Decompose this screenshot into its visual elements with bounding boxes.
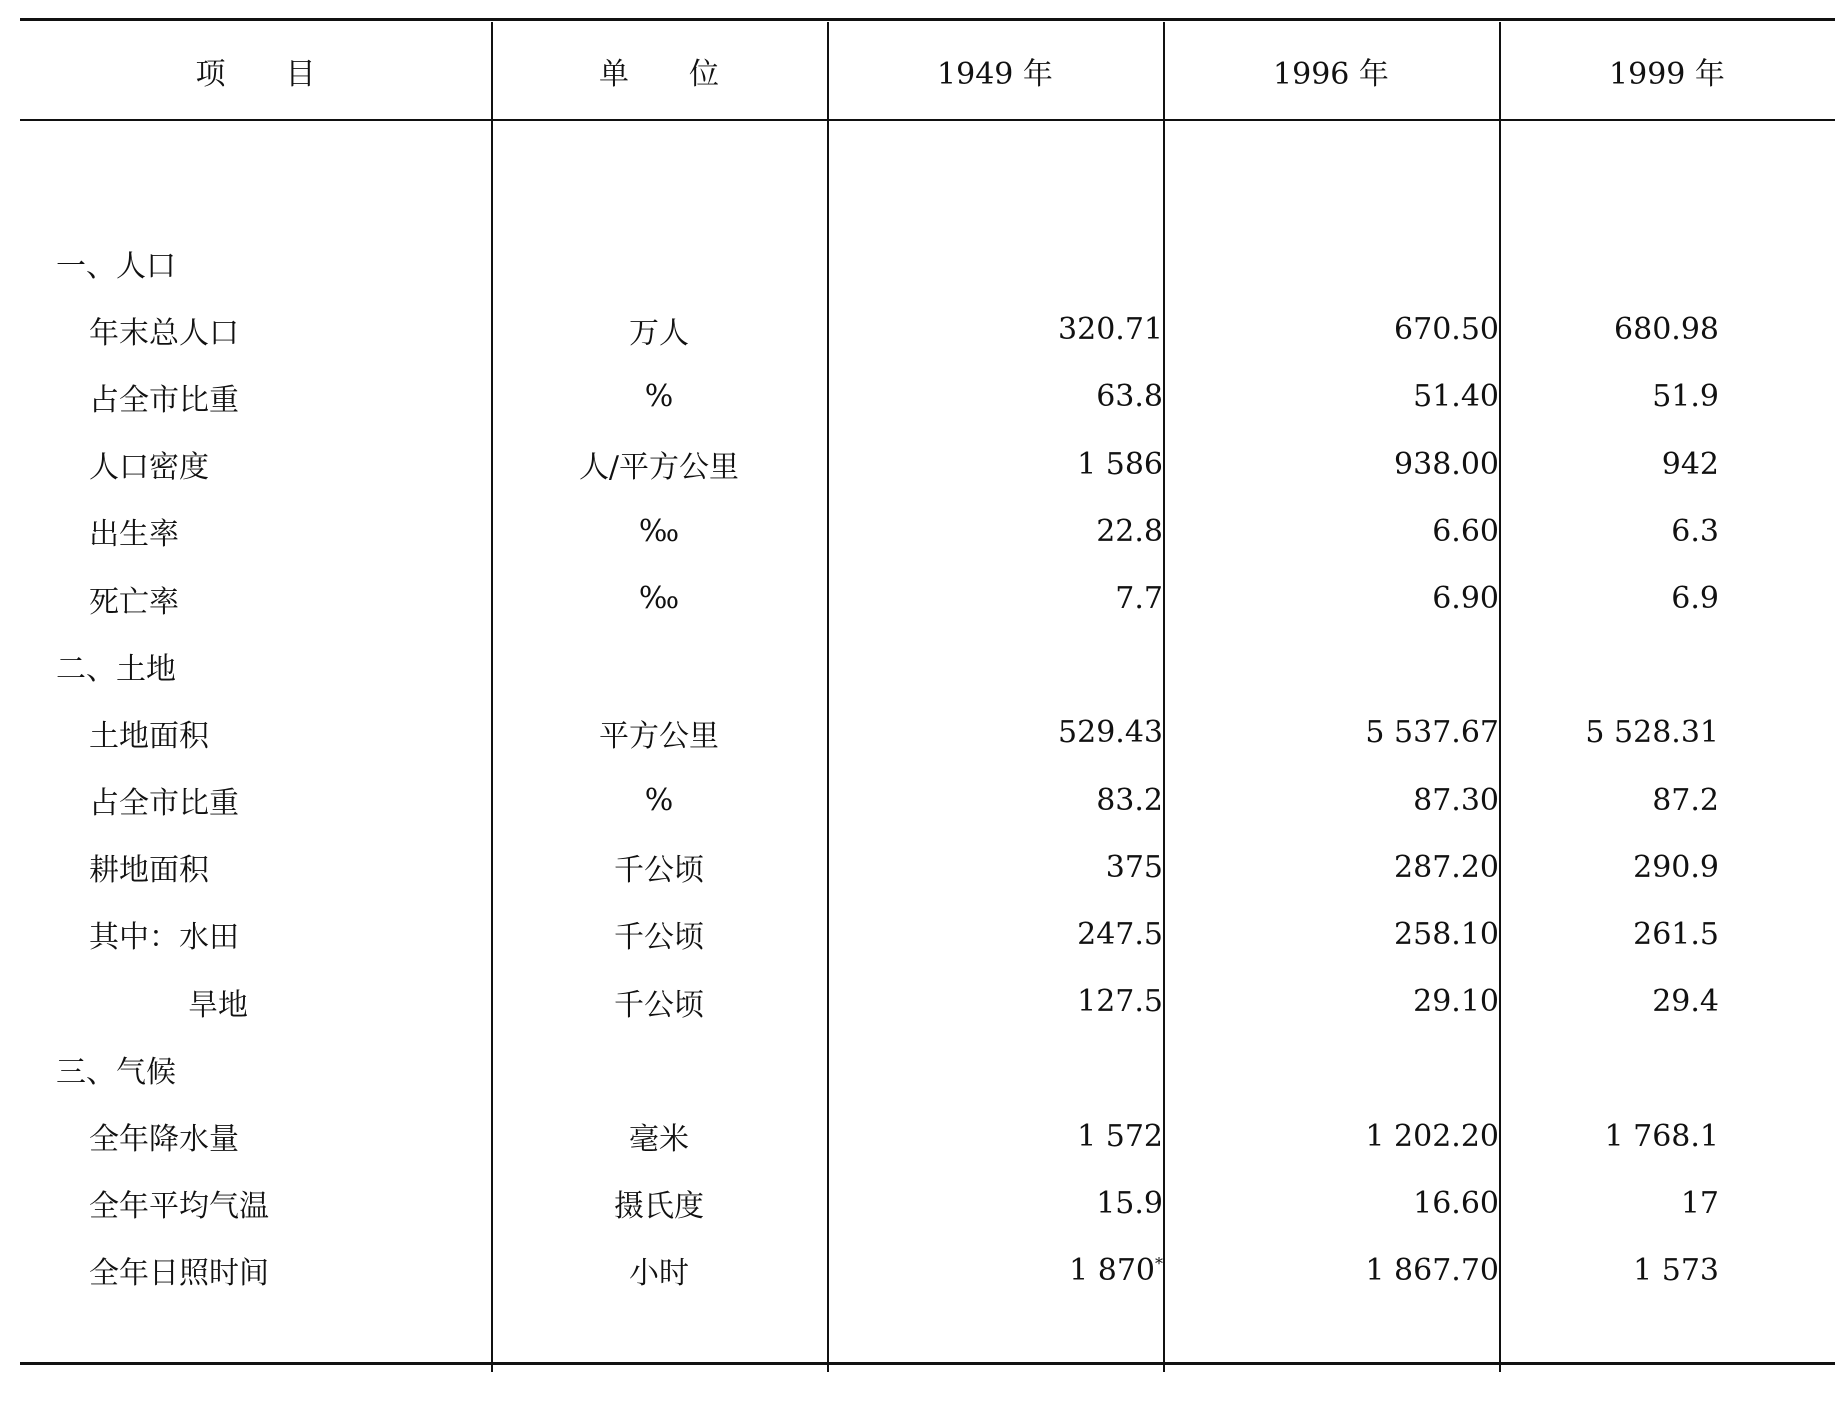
value-1949: 529.43 bbox=[1058, 715, 1163, 751]
section-row-land bbox=[20, 632, 1835, 699]
row-item: 占全市比重 bbox=[89, 786, 239, 822]
value-1949: 83.2 bbox=[1096, 782, 1163, 818]
row-unit: 平方公里 bbox=[599, 718, 719, 754]
row-unit: 摄氏度 bbox=[614, 1189, 704, 1225]
value-1996: 287.20 bbox=[1394, 849, 1499, 885]
value-1996: 5 537.67 bbox=[1365, 715, 1499, 751]
header-unit: 单 位 bbox=[599, 57, 719, 92]
table-row bbox=[20, 565, 1835, 632]
value-1999: 942 bbox=[1661, 446, 1719, 482]
value-1996: 1 867.70 bbox=[1365, 1252, 1499, 1288]
value-1949: 1 586 bbox=[1077, 446, 1163, 482]
row-unit: 人/平方公里 bbox=[578, 450, 740, 486]
header-1949: 1949 年 bbox=[937, 57, 1053, 92]
row-unit: 万人 bbox=[629, 315, 689, 351]
value-1949: 127.5 bbox=[1077, 984, 1163, 1020]
row-unit: ‰ bbox=[638, 513, 680, 549]
value-1999: 5 528.31 bbox=[1585, 715, 1719, 751]
value-1999: 1 768.1 bbox=[1604, 1118, 1719, 1154]
statistics-table bbox=[20, 22, 1835, 1424]
table-row bbox=[20, 1237, 1835, 1304]
row-unit: 千公顷 bbox=[614, 987, 704, 1023]
value-1999: 6.9 bbox=[1671, 581, 1719, 617]
table-row bbox=[20, 1102, 1835, 1169]
table-row bbox=[20, 296, 1835, 363]
value-1999: 87.2 bbox=[1652, 782, 1719, 818]
value-1996: 1 202.20 bbox=[1365, 1118, 1499, 1154]
spacer-row bbox=[20, 120, 1835, 229]
table-row bbox=[20, 699, 1835, 766]
footnote-mark: * bbox=[1155, 1253, 1163, 1273]
row-unit: 毫米 bbox=[629, 1122, 689, 1158]
value-1999: 6.3 bbox=[1671, 513, 1719, 549]
value-1949: 375 bbox=[1105, 849, 1163, 885]
row-unit: 千公顷 bbox=[614, 853, 704, 889]
value-1996: 6.90 bbox=[1432, 581, 1499, 617]
row-unit: ‰ bbox=[638, 581, 680, 617]
value-1996: 670.50 bbox=[1394, 312, 1499, 348]
value-1999: 680.98 bbox=[1614, 312, 1719, 348]
table-row bbox=[20, 767, 1835, 834]
value-1949 bbox=[827, 1237, 1163, 1304]
table-row bbox=[20, 363, 1835, 430]
value-1996: 87.30 bbox=[1413, 782, 1499, 818]
row-item: 耕地面积 bbox=[89, 853, 209, 889]
value-1949: 63.8 bbox=[1096, 379, 1163, 415]
row-item: 全年日照时间 bbox=[89, 1256, 269, 1292]
spacer-row bbox=[20, 1304, 1835, 1424]
row-item: 全年平均气温 bbox=[89, 1189, 269, 1225]
value-1949: 247.5 bbox=[1077, 916, 1163, 952]
value-text: 1 870 bbox=[1069, 1252, 1155, 1288]
table-row bbox=[20, 901, 1835, 968]
table-row bbox=[20, 834, 1835, 901]
row-item: 死亡率 bbox=[89, 584, 179, 620]
value-1996: 16.60 bbox=[1413, 1185, 1499, 1221]
row-unit: 千公顷 bbox=[614, 920, 704, 956]
row-item: 其中：水田 bbox=[89, 920, 239, 956]
section-title: 二、土地 bbox=[56, 651, 176, 687]
value-1999: 261.5 bbox=[1633, 916, 1719, 952]
value-1949: 22.8 bbox=[1096, 513, 1163, 549]
section-row-climate bbox=[20, 1035, 1835, 1102]
value-1999: 290.9 bbox=[1633, 849, 1719, 885]
row-item: 年末总人口 bbox=[89, 315, 239, 351]
header-1996: 1996 年 bbox=[1273, 57, 1389, 92]
value-1999: 17 bbox=[1680, 1185, 1719, 1221]
value-1949: 320.71 bbox=[1058, 312, 1163, 348]
row-item: 全年降水量 bbox=[89, 1122, 239, 1158]
value-1999: 29.4 bbox=[1652, 984, 1719, 1020]
value-1996: 29.10 bbox=[1413, 984, 1499, 1020]
row-item: 人口密度 bbox=[89, 450, 209, 486]
table-row bbox=[20, 968, 1835, 1035]
header-item: 项 目 bbox=[195, 57, 316, 92]
row-unit: 小时 bbox=[629, 1256, 689, 1292]
value-1949: 15.9 bbox=[1096, 1185, 1163, 1221]
value-1999: 1 573 bbox=[1633, 1252, 1719, 1288]
table-row bbox=[20, 498, 1835, 565]
row-unit: % bbox=[644, 379, 674, 415]
value-1996: 6.60 bbox=[1432, 513, 1499, 549]
value-1996: 938.00 bbox=[1394, 446, 1499, 482]
section-title: 一、人口 bbox=[56, 248, 176, 284]
value-1949: 7.7 bbox=[1115, 581, 1163, 617]
section-title: 三、气候 bbox=[56, 1054, 176, 1090]
value-1999: 51.9 bbox=[1652, 379, 1719, 415]
table-row bbox=[20, 1170, 1835, 1237]
value-1996: 258.10 bbox=[1394, 916, 1499, 952]
value-1996: 51.40 bbox=[1413, 379, 1499, 415]
row-item: 旱地 bbox=[188, 987, 248, 1023]
header-row bbox=[20, 22, 1835, 120]
row-item: 出生率 bbox=[89, 517, 179, 553]
section-row-population bbox=[20, 229, 1835, 296]
value-1949: 1 572 bbox=[1077, 1118, 1163, 1154]
row-item: 土地面积 bbox=[89, 718, 209, 754]
row-item: 占全市比重 bbox=[89, 382, 239, 418]
table-row bbox=[20, 431, 1835, 498]
row-unit: % bbox=[644, 782, 674, 818]
header-1999: 1999 年 bbox=[1609, 57, 1725, 92]
table-top-rule bbox=[20, 18, 1835, 21]
